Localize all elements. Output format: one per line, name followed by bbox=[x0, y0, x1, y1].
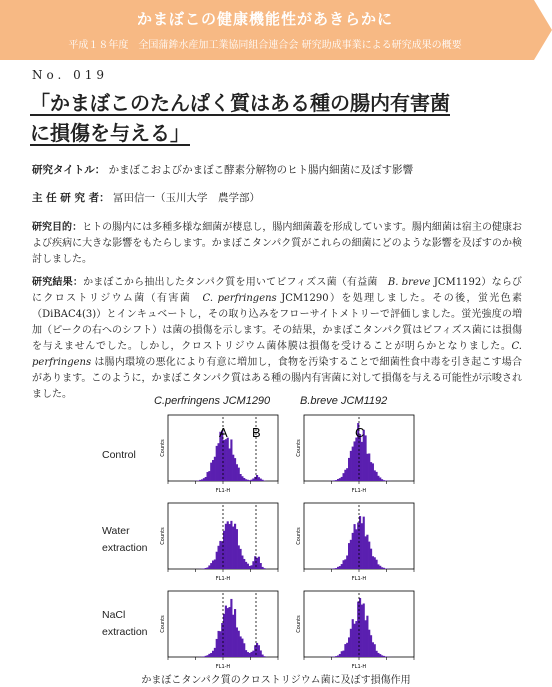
histogram-bar bbox=[352, 533, 354, 569]
investigator-row bbox=[32, 190, 522, 207]
histogram-bar bbox=[381, 479, 383, 481]
histogram-bar bbox=[341, 477, 343, 481]
species-c-perfringens: C. perfringens bbox=[202, 293, 277, 304]
histogram-bar bbox=[208, 654, 210, 657]
histogram-bar bbox=[254, 645, 256, 657]
results-text-3: JCM1290）を処理しました。その後，蛍光色素（DiBAC4(3)）とインキュベートし，その取り込みをフローサイトメトリーで評価しました。蛍光強度の増加（ピークの右へのシフト）は菌の損傷を示します。その結果，かまぼこタンパク質はビフィズス菌には損傷を与えませんでした。しかし，クロストリジウム菌体膜は損傷を受けることが明らかとなりました。 bbox=[32, 293, 522, 352]
histogram-bar bbox=[372, 556, 374, 569]
histogram-bar bbox=[258, 477, 260, 481]
results-label: 研究結果： bbox=[32, 277, 84, 288]
histogram-bar bbox=[381, 567, 383, 569]
flow-cytometry-figure bbox=[0, 395, 552, 687]
histogram-bar bbox=[363, 603, 365, 657]
histogram-bar bbox=[207, 655, 209, 657]
histogram-bar bbox=[230, 599, 232, 657]
histogram-bar bbox=[366, 454, 368, 481]
histogram-panel bbox=[296, 591, 414, 670]
histogram-bar bbox=[201, 479, 203, 481]
histogram-bar bbox=[343, 473, 345, 481]
histogram-bar bbox=[374, 470, 376, 481]
histogram-bar bbox=[374, 557, 376, 569]
histogram-bar bbox=[372, 463, 374, 481]
histogram-bar bbox=[372, 642, 374, 657]
histogram-bar bbox=[374, 644, 376, 657]
histogram-bar bbox=[335, 568, 337, 569]
x-axis-label: FL1-H bbox=[351, 488, 367, 494]
histogram-bar bbox=[355, 621, 357, 657]
histogram-bar bbox=[258, 645, 260, 657]
histogram-bar bbox=[355, 529, 357, 569]
purpose-text: ヒトの腸内には多種多様な細菌が棲息し，腸内細菌叢を形成しています。腸内細菌は宿主の健康および疾病に大きな影響をもたらします。かまぼこタンパク質がこれらの細菌にどのような影響を及ぼすのか検討しました。 bbox=[32, 222, 523, 265]
x-axis-label: FL1-H bbox=[215, 576, 231, 582]
histogram-bar bbox=[355, 438, 357, 481]
histogram-bar bbox=[343, 560, 345, 569]
histogram-bar bbox=[262, 480, 264, 481]
x-axis-label: FL1-H bbox=[351, 576, 367, 582]
histogram-bar bbox=[252, 561, 254, 569]
histogram-bar bbox=[344, 470, 346, 481]
histogram-bar bbox=[262, 655, 264, 657]
histogram-bar bbox=[225, 524, 227, 569]
histogram-bar bbox=[346, 468, 348, 481]
histogram-bar bbox=[216, 639, 218, 657]
research-title-label: 研究タイトル： bbox=[32, 164, 106, 176]
y-axis-label: Counts bbox=[160, 439, 166, 457]
headline bbox=[30, 88, 480, 148]
histogram-bar bbox=[341, 651, 343, 657]
histogram-bar bbox=[335, 656, 337, 657]
histogram-bar bbox=[214, 648, 216, 657]
histogram-bar bbox=[245, 650, 247, 657]
y-axis-label: Counts bbox=[296, 615, 302, 633]
histogram-bar bbox=[344, 644, 346, 657]
histogram-bar bbox=[216, 552, 218, 569]
histogram-bar bbox=[212, 561, 214, 569]
histogram-bar bbox=[346, 555, 348, 569]
banner-title: かまぼこの健康機能性があきらかに bbox=[136, 10, 393, 28]
species-c-perfringens-2: C. perfringens bbox=[32, 341, 522, 368]
histogram-bar bbox=[221, 623, 223, 657]
histogram-bar bbox=[205, 477, 207, 481]
histogram-bar bbox=[260, 563, 262, 569]
histogram-bar bbox=[199, 480, 201, 481]
histogram-bar bbox=[249, 653, 251, 657]
histogram-bar bbox=[229, 607, 231, 657]
histogram-bar bbox=[383, 656, 385, 657]
column-header-b-breve: B.breve JCM1192 bbox=[300, 395, 388, 407]
column-header-c-perfringens: C.perfringens JCM1290 bbox=[154, 395, 271, 407]
histogram-bar bbox=[232, 615, 234, 657]
histogram-bar bbox=[368, 542, 370, 569]
histogram-bar bbox=[365, 536, 367, 569]
marker-b: B bbox=[252, 425, 261, 440]
histogram-bar bbox=[263, 568, 265, 569]
histogram-bar bbox=[219, 631, 221, 657]
histogram-bar bbox=[352, 447, 354, 481]
histogram-bar bbox=[241, 476, 243, 481]
histogram-bar bbox=[335, 480, 337, 481]
histogram-bar bbox=[379, 477, 381, 481]
histogram-bar bbox=[219, 541, 221, 569]
headline-line-2: に損傷を与える」 bbox=[30, 121, 190, 145]
histogram-bar bbox=[354, 441, 356, 481]
histogram-bar bbox=[225, 606, 227, 657]
histogram-bar bbox=[339, 478, 341, 481]
histogram-panel bbox=[160, 591, 278, 670]
histogram-bar bbox=[208, 471, 210, 481]
headline-line-1: 「かまぼこのたんぱく質はある種の腸内有害菌 bbox=[30, 91, 450, 115]
histogram-bar bbox=[370, 549, 372, 569]
histogram-bar bbox=[258, 557, 260, 569]
histogram-bar bbox=[238, 631, 240, 657]
histogram-bar bbox=[333, 568, 335, 569]
histogram-bar bbox=[243, 478, 245, 481]
histogram-bar bbox=[379, 566, 381, 569]
histogram-bar bbox=[337, 655, 339, 657]
histogram-bar bbox=[232, 527, 234, 569]
histogram-panel bbox=[160, 503, 278, 582]
histogram-bar bbox=[247, 564, 249, 569]
histogram-bar bbox=[236, 529, 238, 569]
histogram-bar bbox=[210, 563, 212, 569]
histogram-bar bbox=[339, 566, 341, 569]
histogram-bar bbox=[377, 564, 379, 569]
histogram-bar bbox=[343, 651, 345, 657]
histogram-bar bbox=[368, 630, 370, 657]
histogram-bar bbox=[247, 480, 249, 481]
histogram-panels bbox=[0, 395, 552, 671]
histogram-bar bbox=[377, 653, 379, 657]
histogram-bar bbox=[241, 556, 243, 569]
histogram-bar bbox=[247, 652, 249, 657]
histogram-bar bbox=[227, 521, 229, 569]
row-label-nacl: NaCl extraction bbox=[102, 609, 148, 638]
y-axis-label: Counts bbox=[160, 527, 166, 545]
investigator-value: 冨田信一（玉川大学 農学部） bbox=[112, 192, 260, 204]
histogram-bar bbox=[365, 435, 367, 481]
histogram-bar bbox=[230, 521, 232, 569]
histogram-bar bbox=[210, 653, 212, 657]
histogram-bar bbox=[243, 559, 245, 569]
histogram-bar bbox=[251, 565, 253, 569]
histogram-bar bbox=[365, 620, 367, 657]
histogram-bar bbox=[352, 619, 354, 657]
histogram-bar bbox=[252, 478, 254, 481]
histogram-bar bbox=[205, 568, 207, 569]
histogram-bar bbox=[370, 462, 372, 481]
histogram-bar bbox=[337, 567, 339, 569]
histogram-bar bbox=[251, 480, 253, 481]
histogram-bar bbox=[344, 559, 346, 569]
y-axis-label: Counts bbox=[160, 615, 166, 633]
histogram-bar bbox=[346, 643, 348, 657]
histogram-bar bbox=[376, 472, 378, 481]
histogram-bar bbox=[218, 546, 220, 569]
histogram-bar bbox=[262, 567, 264, 569]
histogram-bar bbox=[263, 656, 265, 657]
histogram-bar bbox=[229, 448, 231, 481]
y-axis-label: Counts bbox=[296, 527, 302, 545]
histogram-panel bbox=[296, 503, 414, 582]
histogram-bar bbox=[256, 558, 258, 569]
histogram-bar bbox=[238, 545, 240, 569]
histogram-bar bbox=[241, 639, 243, 657]
histogram-bar bbox=[225, 439, 227, 481]
purpose-paragraph bbox=[32, 220, 522, 268]
histogram-bar bbox=[348, 637, 350, 657]
histogram-bar bbox=[341, 564, 343, 569]
y-axis-label: Counts bbox=[296, 439, 302, 457]
histogram-bar bbox=[350, 540, 352, 569]
histogram-bar bbox=[252, 651, 254, 657]
research-title-value: かまぼこおよびかまぼこ酵素分解物のヒト腸内細菌に及ぼす影響 bbox=[108, 164, 414, 176]
results-text-4: は腸内環境の悪化により有意に増加し，食物を汚染することで細菌性食中毒を引き起こす場合があります。このように，かまぼこタンパク質はある種の腸内有害菌に対して損傷を与える可能性が示唆されました。 bbox=[32, 357, 522, 400]
histogram-bar bbox=[218, 631, 220, 657]
histogram-bar bbox=[243, 643, 245, 657]
histogram-bar bbox=[234, 458, 236, 481]
investigator-label: 主 任 研 究 者： bbox=[32, 192, 110, 204]
histogram-bar bbox=[385, 480, 387, 481]
histogram-bar bbox=[260, 650, 262, 657]
research-title-row bbox=[32, 162, 522, 179]
x-axis-label: FL1-H bbox=[351, 664, 367, 670]
histogram-bar bbox=[368, 453, 370, 481]
histogram-bar bbox=[249, 566, 251, 569]
histogram-bar bbox=[348, 458, 350, 481]
histogram-bar bbox=[205, 656, 207, 657]
histogram-bar bbox=[366, 616, 368, 657]
histogram-bar bbox=[203, 568, 205, 569]
histogram-bar bbox=[208, 565, 210, 569]
histogram-bar bbox=[234, 609, 236, 657]
histogram-bar bbox=[229, 524, 231, 569]
histogram-bar bbox=[383, 568, 385, 569]
histogram-bar bbox=[350, 629, 352, 657]
histogram-bar bbox=[348, 543, 350, 569]
histogram-bar bbox=[383, 480, 385, 481]
histogram-bar bbox=[385, 656, 387, 657]
marker-c: C bbox=[355, 425, 365, 440]
histogram-bar bbox=[370, 635, 372, 657]
histogram-bar bbox=[236, 464, 238, 481]
histogram-bar bbox=[379, 654, 381, 657]
histogram-bar bbox=[238, 468, 240, 481]
histogram-bar bbox=[207, 567, 209, 569]
document-number: No. 019 bbox=[32, 68, 109, 82]
histogram-bar bbox=[366, 535, 368, 569]
row-label-control: Control bbox=[102, 449, 136, 461]
histogram-bar bbox=[203, 478, 205, 481]
histogram-bar bbox=[236, 627, 238, 657]
histogram-bar bbox=[240, 549, 242, 569]
histogram-bar bbox=[232, 455, 234, 481]
histogram-bar bbox=[350, 451, 352, 481]
histogram-bar bbox=[249, 480, 251, 481]
histogram-bar bbox=[361, 442, 363, 481]
histogram-bar bbox=[210, 463, 212, 481]
histogram-bar bbox=[214, 559, 216, 569]
x-axis-label: FL1-H bbox=[215, 664, 231, 670]
marker-a: A bbox=[219, 425, 228, 440]
histogram-bar bbox=[251, 652, 253, 657]
histogram-bar bbox=[354, 524, 356, 569]
results-text-2: JCM1192）ならびにクロストリジウム菌（有害菌 bbox=[32, 277, 523, 304]
histogram-bar bbox=[377, 476, 379, 481]
histogram-bar bbox=[245, 562, 247, 569]
histogram-bar bbox=[339, 654, 341, 657]
histogram-bar bbox=[214, 457, 216, 481]
histogram-bar bbox=[207, 472, 209, 481]
histogram-bar bbox=[212, 651, 214, 657]
histogram-bar bbox=[203, 656, 205, 657]
histogram-bar bbox=[227, 608, 229, 657]
histogram-bar bbox=[337, 479, 339, 481]
histogram-bar bbox=[227, 438, 229, 481]
row-label-water: Water extraction bbox=[102, 525, 148, 554]
purpose-label: 研究目的： bbox=[32, 222, 83, 233]
histogram-bar bbox=[361, 523, 363, 569]
histogram-bar bbox=[376, 651, 378, 657]
histogram-bar bbox=[245, 479, 247, 481]
histogram-bar bbox=[240, 636, 242, 657]
histogram-bar bbox=[381, 655, 383, 657]
histogram-bar bbox=[218, 443, 220, 481]
species-b-breve: B. breve bbox=[387, 277, 431, 288]
histogram-bar bbox=[240, 474, 242, 481]
histogram-bar bbox=[333, 480, 335, 481]
histogram-bar bbox=[361, 605, 363, 657]
histogram-bar bbox=[234, 524, 236, 569]
histogram-bar bbox=[230, 439, 232, 481]
x-axis-label: FL1-H bbox=[215, 488, 231, 494]
histogram-bar bbox=[212, 460, 214, 481]
histogram-bar bbox=[216, 446, 218, 481]
banner-subtitle: 平成１８年度 全国蒲鉾水産加工業協同組合連合会 研究助成事業による研究成果の概要 bbox=[68, 40, 462, 51]
histogram-bar bbox=[376, 560, 378, 569]
results-paragraph bbox=[32, 275, 522, 403]
results-text-1: かまぼこから抽出したタンパク質を用いてビフィズス菌（有益菌 bbox=[83, 277, 388, 288]
figure-caption: かまぼこタンパク質のクロストリジウム菌に及ぼす損傷作用 bbox=[141, 675, 411, 686]
histogram-bar bbox=[260, 479, 262, 481]
header-banner bbox=[0, 0, 552, 60]
histogram-bar bbox=[363, 517, 365, 569]
histogram-bar bbox=[354, 624, 356, 657]
